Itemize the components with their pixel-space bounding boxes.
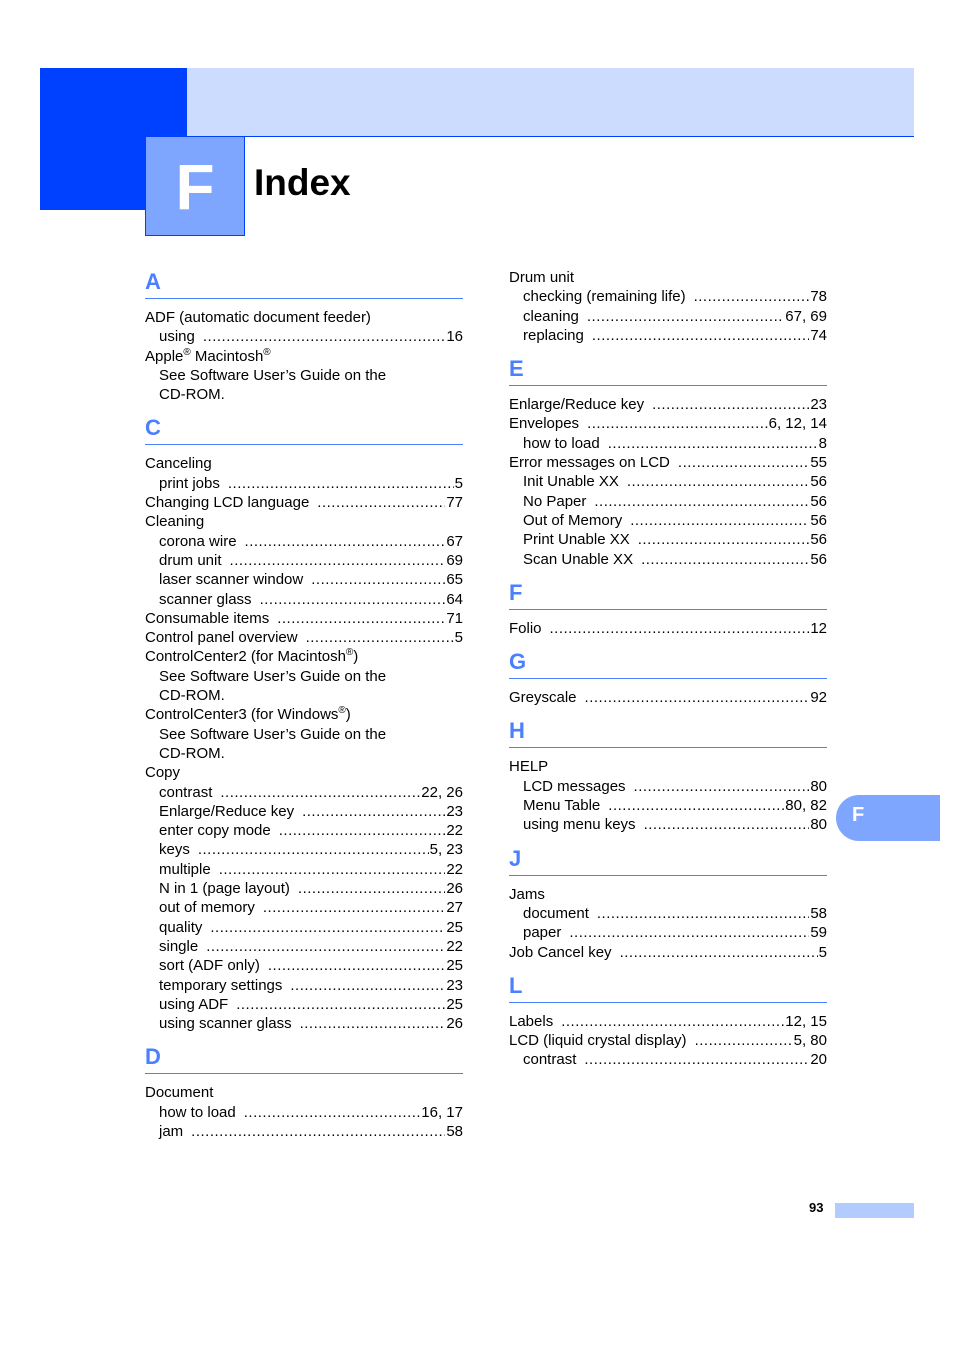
section-letter: J	[509, 839, 827, 876]
index-entry: CD-ROM.	[159, 386, 225, 404]
index-entry[interactable]: multiple ..... 22	[145, 860, 463, 879]
index-entry[interactable]: replacing ..... 74	[509, 326, 827, 345]
index-entry[interactable]: Control panel overview ..... 5	[145, 628, 463, 647]
index-entry[interactable]: enter copy mode ..... 22	[145, 821, 463, 840]
index-entry[interactable]: how to load ..... 16, 17	[145, 1103, 463, 1122]
index-entry[interactable]: Enlarge/Reduce key ..... 23	[145, 802, 463, 821]
page-title: Index	[254, 162, 351, 203]
index-section-g	[509, 642, 827, 707]
index-entry[interactable]: Enlarge/Reduce key ..... 23	[509, 395, 827, 414]
index-entry: CD-ROM.	[159, 744, 225, 762]
index-section-a	[145, 262, 463, 404]
index-entry[interactable]: keys ..... 5, 23	[145, 840, 463, 859]
index-entry: Document	[145, 1084, 214, 1102]
index-entry[interactable]: print jobs ..... 5	[145, 474, 463, 493]
index-entry[interactable]: laser scanner window ..... 65	[145, 570, 463, 589]
index-entry[interactable]: Menu Table ..... 80, 82	[509, 796, 827, 815]
index-entry[interactable]: Changing LCD language ..... 77	[145, 493, 463, 512]
index-entry[interactable]: corona wire ..... 67	[145, 532, 463, 551]
index-entry[interactable]: using menu keys ..... 80	[509, 815, 827, 834]
index-column-left	[145, 262, 463, 1141]
index-section-d	[145, 1037, 463, 1141]
index-entry[interactable]: single ..... 22	[145, 937, 463, 956]
index-entry[interactable]: contrast ..... 20	[509, 1050, 827, 1069]
section-letter: D	[145, 1037, 463, 1074]
index-entry[interactable]: LCD messages ..... 80	[509, 777, 827, 796]
index-entry: Drum unit	[509, 269, 575, 286]
index-entry: Jams	[509, 885, 545, 903]
header-light-band	[187, 68, 914, 137]
index-entry: HELP	[509, 758, 549, 776]
index-section-j	[509, 839, 827, 962]
page-number-bar	[835, 1203, 914, 1218]
section-letter: E	[509, 349, 827, 386]
section-letter: A	[145, 262, 463, 299]
index-entry: See Software User’s Guide on the	[159, 366, 387, 384]
index-entry[interactable]: how to load ..... 8	[509, 434, 827, 453]
index-entry[interactable]: jam ..... 58	[145, 1122, 463, 1141]
index-section-f	[509, 573, 827, 638]
index-entry[interactable]: paper ..... 59	[509, 923, 827, 942]
chapter-letter: F	[145, 136, 245, 236]
index-entry[interactable]: out of memory ..... 27	[145, 898, 463, 917]
section-letter: L	[509, 966, 827, 1003]
index-entry: CD-ROM.	[159, 687, 225, 705]
side-chapter-tab[interactable]: F	[836, 795, 940, 841]
index-entry[interactable]: quality ..... 25	[145, 918, 463, 937]
index-entry: Copy	[145, 764, 181, 782]
index-entry[interactable]: using ADF ..... 25	[145, 995, 463, 1014]
index-entry[interactable]: scanner glass ..... 64	[145, 590, 463, 609]
index-entry[interactable]: Consumable items ..... 71	[145, 609, 463, 628]
index-entry: ADF (automatic document feeder)	[145, 309, 371, 326]
index-entry: See Software User’s Guide on the	[159, 667, 387, 685]
index-entry[interactable]: N in 1 (page layout) ..... 26	[145, 879, 463, 898]
index-entry[interactable]: Greyscale ..... 92	[509, 688, 827, 707]
index-entry[interactable]: No Paper ..... 56	[509, 492, 827, 511]
index-section-h	[509, 711, 827, 834]
index-entry[interactable]: Labels ..... 12, 15	[509, 1012, 827, 1031]
index-entry[interactable]: Job Cancel key ..... 5	[509, 943, 827, 962]
index-entry: Cleaning	[145, 513, 205, 531]
page-number: 93	[809, 1200, 824, 1215]
index-entry[interactable]: LCD (liquid crystal display) ..... 5, 80	[509, 1031, 827, 1050]
section-letter: C	[145, 408, 463, 445]
index-entry[interactable]: sort (ADF only) ..... 25	[145, 956, 463, 975]
index-entry[interactable]: temporary settings ..... 23	[145, 976, 463, 995]
index-entry[interactable]: drum unit ..... 69	[145, 551, 463, 570]
index-entry[interactable]: using ..... 16	[145, 327, 463, 346]
section-letter: G	[509, 642, 827, 679]
index-entry[interactable]: using scanner glass ..... 26	[145, 1014, 463, 1033]
index-section-c	[145, 408, 463, 1033]
index-entry[interactable]: Envelopes ..... 6, 12, 14	[509, 414, 827, 433]
index-entry[interactable]: document ..... 58	[509, 904, 827, 923]
index-entry[interactable]: Print Unable XX ..... 56	[509, 530, 827, 549]
index-entry[interactable]: contrast ..... 22, 26	[145, 783, 463, 802]
index-entry: ControlCenter3 (for Windows®)	[145, 705, 351, 724]
index-section-drum	[509, 262, 827, 345]
index-entry[interactable]: cleaning ..... 67, 69	[509, 307, 827, 326]
index-entry[interactable]: Folio ..... 12	[509, 619, 827, 638]
index-entry: Apple® Macintosh®	[145, 346, 271, 365]
index-entry[interactable]: Error messages on LCD ..... 55	[509, 453, 827, 472]
index-entry[interactable]: Out of Memory ..... 56	[509, 511, 827, 530]
index-entry[interactable]: Init Unable XX ..... 56	[509, 472, 827, 491]
index-entry: See Software User’s Guide on the	[159, 725, 387, 743]
section-letter: H	[509, 711, 827, 748]
index-section-l	[509, 966, 827, 1070]
index-entry: Canceling	[145, 455, 212, 473]
index-column-right	[509, 262, 827, 1070]
index-entry: ControlCenter2 (for Macintosh®)	[145, 647, 359, 666]
section-letter: F	[509, 573, 827, 610]
index-entry[interactable]: checking (remaining life) ..... 78	[509, 287, 827, 306]
index-entry[interactable]: Scan Unable XX ..... 56	[509, 550, 827, 569]
index-section-e	[509, 349, 827, 569]
